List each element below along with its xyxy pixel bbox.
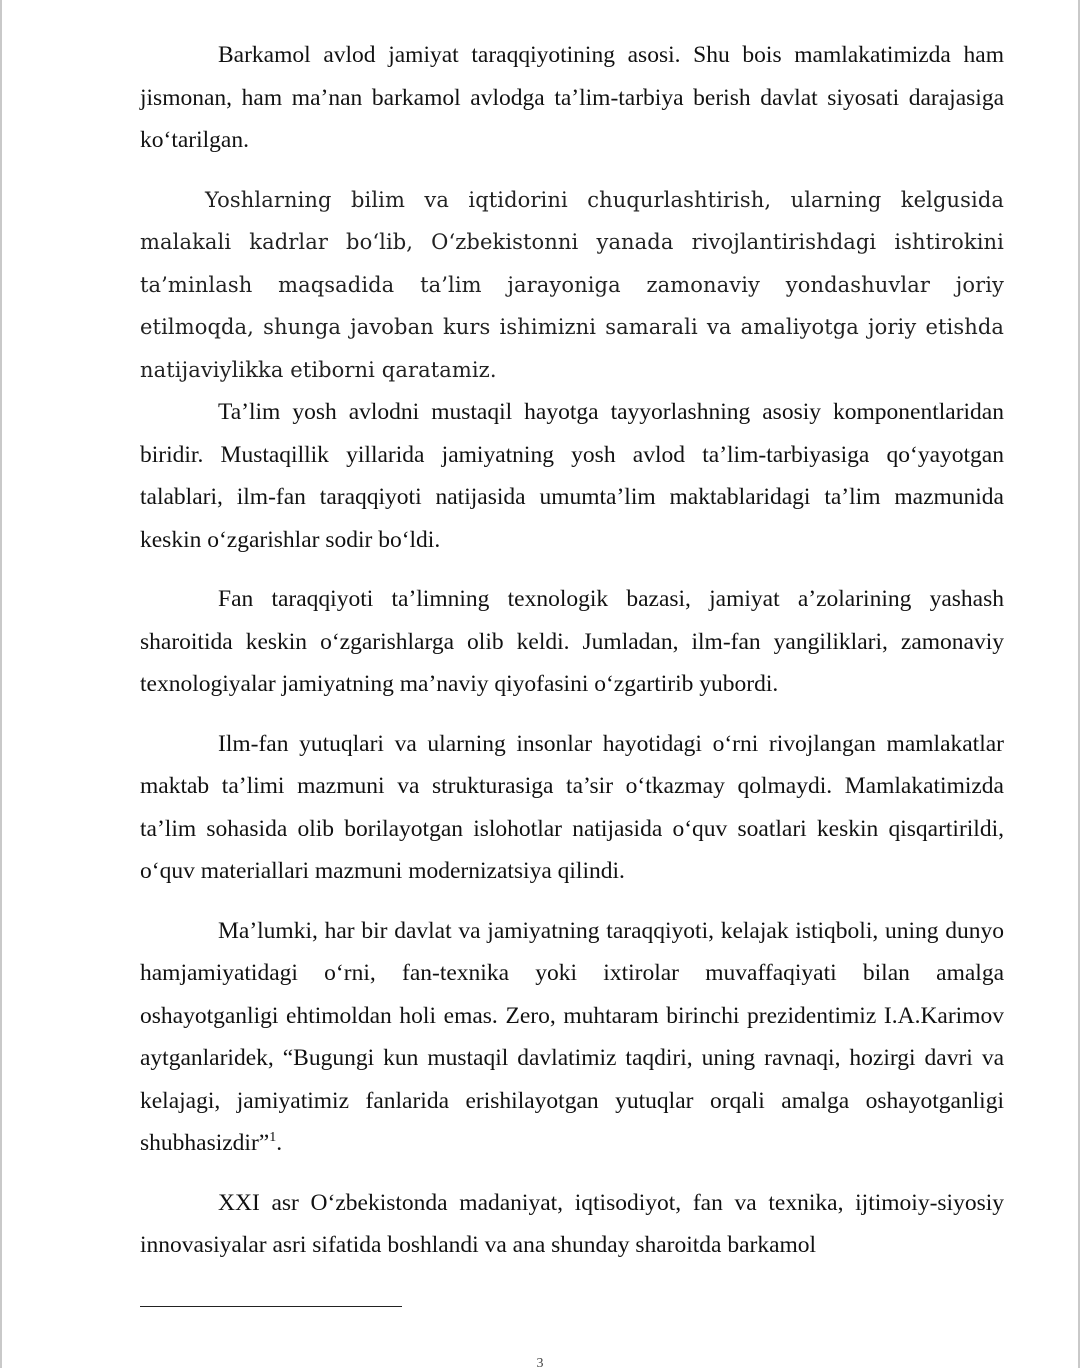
footnote-separator	[140, 1306, 402, 1307]
paragraph-1: Barkamol avlod jamiyat taraqqiyotining asosi. Shu bois mamlakatimizda ham jismonan, ham ma’nan barkamol avlodga ta’lim-tarbiya berish davlat siyosati darajasiga ko‘tarilgan.	[140, 42, 1004, 153]
paragraph-6-text: Ma’lumki, har bir davlat va jamiyatning taraqqiyoti, kelajak istiqboli, uning dunyo hamjamiyatidagi o‘rni, fan-texnika yoki ixtirolar muvaffaqiyati bilan amalga oshayotganligi ehtimoldan holi emas. Zero, muhtaram birinchi prezidentimiz I.A.Karimov aytganlaridek, “Bugungi kun mustaqil davlatimiz taqdiri, uning ravnaqi, hozirgi davri va kelajagi, jamiyatimiz fanlarida erishilayotgan yutuqlar orqali amalga oshayotganligi shubhasizdir”	[140, 917, 1004, 1156]
page-edge-left	[0, 0, 2, 1368]
paragraph-7: XXI asr O‘zbekistonda madaniyat, iqtisodiyot, fan va texnika, ijtimoiy-siyosiy innovasiyalar asri sifatida boshlandi va ana shunday sharoitda barkamol	[140, 1189, 1004, 1258]
paragraph-3: Ta’lim yosh avlodni mustaqil hayotga tayyorlashning asosiy komponentlaridan biridir. Mustaqillik yillarida jamiyatning yosh avlod ta’lim-tarbiyasiga qo‘yayotgan talablari, ilm-fan taraqqiyoti natijasida umumta’lim maktablaridagi ta’lim mazmunida keskin o‘zgarishlar sodir bo‘ldi.	[140, 399, 1004, 553]
paragraph-6-tail: .	[276, 1130, 283, 1156]
footnote-reference[interactable]: 1	[269, 1130, 277, 1146]
paragraph-2: Yoshlarning bilim va iqtidorini chuqurlashtirish, ularning kelgusida malakali kadrlar bo‘lib, O‘zbekistonni yanada rivojlantirishdagi ishtirokini ta’minlash maqsadida ta’lim jarayoniga zamonaviy yondashuvlar joriy etilmoqda, shunga javoban kurs ishimizni samarali va amaliyotga joriy etishda natijaviylikka etiborni qaratamiz.	[140, 187, 1004, 382]
paragraph-4: Fan taraqqiyoti ta’limning texnologik bazasi, jamiyat a’zolarining yashash sharoitida keskin o‘zgarishlarga olib keldi. Jumladan, ilm-fan yangiliklari, zamonaviy texnologiyalar jamiyatning ma’naviy qiyofasini o‘zgartirib yubordi.	[140, 586, 1004, 697]
paragraph-6	[140, 910, 1004, 1165]
document-body	[140, 34, 1004, 1267]
paragraph-5: Ilm-fan yutuqlari va ularning insonlar hayotidagi o‘rni rivojlangan mamlakatlar maktab ta’limi mazmuni va strukturasiga ta’sir o‘tkazmay qolmaydi. Mamlakatimizda ta’lim sohasida olib borilayotgan islohotlar natijasida o‘quv soatlari keskin qisqartirildi, o‘quv materiallari mazmuni modernizatsiya qilindi.	[140, 730, 1004, 884]
page-number: 3	[536, 1356, 544, 1371]
